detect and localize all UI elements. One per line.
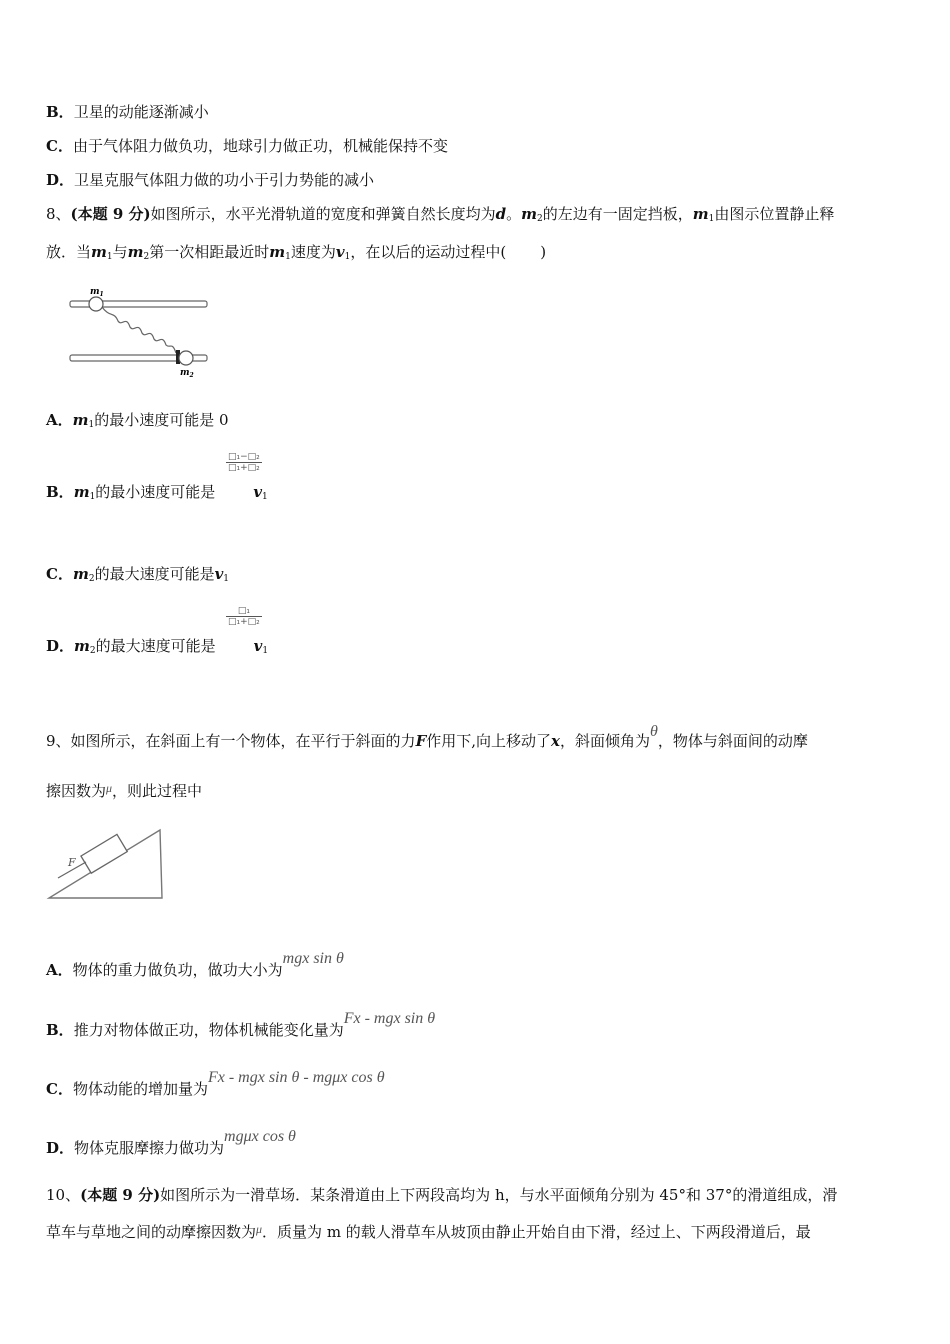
subscript: 1 (262, 492, 268, 502)
option-text: 推力对物体做正功，物体机械能变化量为 (73, 1021, 344, 1039)
stem-text: ，物体与斜面间的动摩 (657, 732, 808, 750)
stem-text: 。 (506, 205, 522, 223)
subscript: 2 (88, 574, 95, 584)
stem-text: 放．当 (46, 243, 92, 261)
var-m2: m (127, 243, 144, 261)
stem-text: ．质量为 m 的载人滑草车从坡顶由静止开始自由下滑，经过上、下两段滑道后，最 (262, 1223, 811, 1241)
option-text: 物体克服摩擦力做功为 (74, 1139, 225, 1157)
q8-option-d (46, 636, 268, 661)
option-text: 物体动能的增加量为 (72, 1080, 208, 1098)
label-F: F (68, 856, 76, 869)
subscript: 1 (89, 492, 96, 502)
formula: mgx sin θ (282, 950, 344, 967)
subscript: 1 (106, 252, 113, 262)
stem-text: 草车与草地之间的动摩擦因数为 (46, 1223, 257, 1241)
q9-incline-figure (44, 825, 174, 905)
q8-option-b-fraction (226, 452, 262, 473)
option-letter: C． (46, 1080, 73, 1098)
fraction-denominator: □₁+□₂ (228, 463, 260, 473)
formula: mgμx cos θ (224, 1128, 296, 1145)
var-m1: m (269, 243, 286, 261)
stem-text: 与 (112, 243, 128, 261)
subscript: 1 (223, 574, 230, 584)
option-letter: A． (46, 961, 73, 979)
var-theta: θ (649, 723, 658, 740)
q9-option-b (46, 1010, 436, 1041)
option-text: 的最大速度可能是 (95, 637, 216, 655)
option-letter: B． (46, 483, 74, 501)
subscript: 1 (708, 214, 715, 224)
q7-option-b (46, 102, 209, 122)
subscript: 1 (262, 646, 269, 656)
fraction-numerator: □₁ (226, 606, 262, 617)
stem-text: 由图示位置静止释 (714, 205, 835, 223)
var-v: v (335, 243, 345, 261)
subscript: 1 (285, 252, 291, 262)
q8-stem-line1 (46, 204, 834, 229)
var-mu: μ (106, 781, 113, 795)
q7-option-d (46, 170, 374, 190)
var-m1: m (72, 411, 89, 429)
subscript: 2 (537, 214, 543, 224)
option-letter: B． (46, 1021, 74, 1039)
var-m2: m (74, 637, 90, 655)
option-letter: D． (46, 637, 75, 655)
q8-spring-figure (62, 283, 222, 378)
formula: Fx - mgx sin θ - mgμx cos θ (207, 1069, 385, 1086)
subscript: 1 (344, 252, 351, 262)
stem-text: 作用下,向上移动了 (426, 732, 551, 750)
formula: Fx - mgx sin θ (343, 1010, 436, 1027)
var-F: F (415, 732, 427, 750)
var-mu: μ (256, 1222, 263, 1236)
stem-text: 的左边有一固定挡板， (542, 205, 693, 223)
stem-text: 如图所示，在斜面上有一个物体，在平行于斜面的力 (70, 732, 416, 750)
var-m2: m (521, 205, 538, 223)
var-v: v (214, 565, 224, 583)
q9-stem-line1 (46, 723, 808, 752)
q9-stem-line2 (46, 781, 202, 802)
fraction-numerator: □₁−□₂ (228, 452, 260, 462)
stem-text: ，则此过程中 (112, 782, 203, 800)
var-m1: m (91, 243, 107, 261)
option-letter: D． (46, 1139, 75, 1157)
label-m2: $m_2$ (180, 368, 194, 378)
q8-option-b (46, 482, 268, 507)
var-v: v (253, 483, 263, 501)
q9-option-a (46, 950, 344, 981)
q8-option-c (46, 564, 229, 589)
option-letter: B． (46, 103, 74, 121)
var-m1: m (692, 205, 709, 223)
q8-option-d-fraction (226, 606, 262, 627)
label-m1: $m_1$ (90, 287, 104, 298)
question-number: 9、 (46, 732, 71, 750)
option-text: 卫星的动能逐渐减小 (73, 103, 209, 121)
option-letter: C． (46, 565, 73, 583)
q10-stem-line2 (46, 1222, 811, 1243)
var-m2: m (72, 565, 89, 583)
option-text: 的最大速度可能是 (94, 565, 215, 583)
subscript: 1 (88, 420, 95, 430)
subscript: 2 (143, 252, 150, 262)
option-text: 卫星克服气体阻力做的功小于引力势能的减小 (74, 171, 375, 189)
stem-text: ，斜面倾角为 (559, 732, 650, 750)
option-letter: C． (46, 137, 73, 155)
question-number: 10、 (46, 1186, 81, 1204)
subscript: 2 (89, 646, 96, 656)
var-d: d (495, 205, 507, 223)
option-text: 物体的重力做负功，做功大小为 (72, 961, 283, 979)
question-number: 8、 (46, 205, 71, 223)
stem-text: 如图所示为一滑草场．某条滑道由上下两段高均为 h，与水平面倾角分别为 45°和 37°的滑道组成，滑 (160, 1186, 838, 1204)
q10-stem-line1 (46, 1185, 837, 1205)
q9-option-c (46, 1069, 385, 1100)
q9-option-d (46, 1128, 296, 1159)
option-text: 由于气体阻力做负功，地球引力做正功，机械能保持不变 (72, 137, 448, 155)
stem-text: 第一次相距最近时 (149, 243, 270, 261)
stem-text: ，在以后的运动过程中( (350, 243, 507, 261)
block (81, 834, 127, 873)
option-letter: A． (46, 411, 73, 429)
var-m1: m (73, 483, 90, 501)
stem-text: ) (540, 243, 547, 261)
stem-text: 擦因数为 (46, 782, 107, 800)
ball-m2 (179, 351, 193, 365)
stem-text: 速度为 (290, 243, 336, 261)
var-x: x (551, 732, 560, 750)
q8-option-a (46, 410, 229, 435)
q8-stem-line2 (46, 242, 546, 267)
option-text: 的最小速度可能是 (95, 483, 216, 501)
question-score: (本题 9 分) (70, 205, 151, 223)
option-text: 的最小速度可能是 0 (94, 411, 229, 429)
ball-m1 (89, 297, 103, 311)
var-v: v (253, 637, 263, 655)
q7-option-c (46, 136, 448, 156)
question-score: (本题 9 分) (80, 1186, 161, 1204)
option-letter: D． (46, 171, 75, 189)
stem-text: 如图所示，水平光滑轨道的宽度和弹簧自然长度均为 (150, 205, 496, 223)
fraction-denominator: □₁+□₂ (228, 617, 260, 627)
spring (102, 307, 176, 353)
